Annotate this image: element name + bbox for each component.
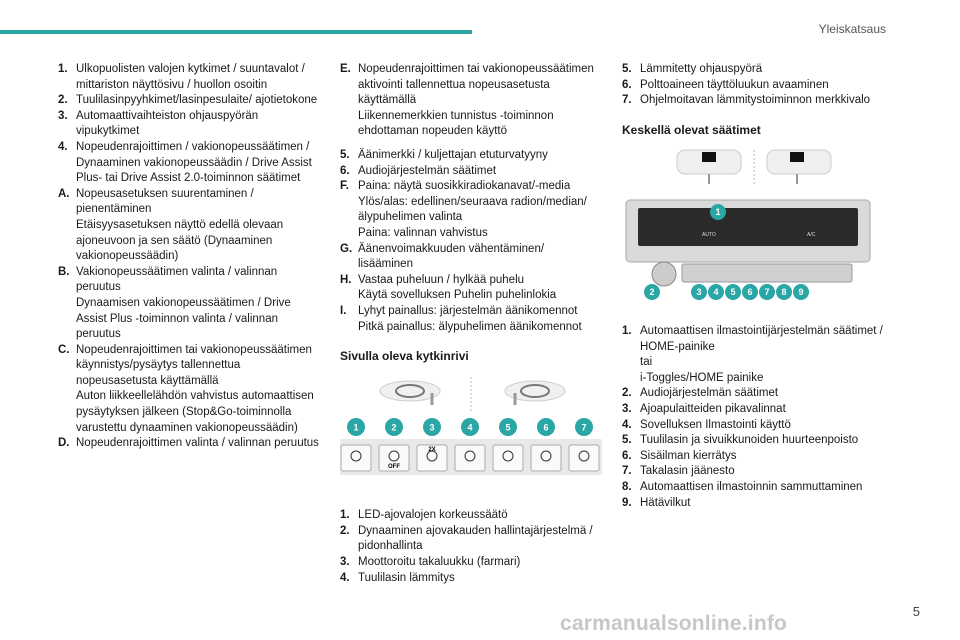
list-item	[340, 555, 602, 571]
item-text: LED-ajovalojen korkeussäätö	[358, 509, 508, 522]
callout-number: 8	[781, 287, 787, 298]
side-switch-button[interactable]	[569, 445, 599, 471]
item-text: Nopeudenrajoittimen tai vakionopeussäätimen käynnistys/pysäytys tallennettua nopeusasetusta käyttämällä Auton liikkeellelähdön vahvistus automaattisen pysäytyksen jälkeen (Stop&Go-toiminnolla varustettu dynaaminen vakionopeussäädin)	[76, 343, 314, 434]
list-col2-bottom	[340, 508, 602, 586]
page-number: 5	[912, 604, 920, 619]
callout-number: 4	[467, 422, 473, 433]
item-text: Äänenvoimakkuuden vähentäminen/ lisääminen	[358, 242, 545, 271]
list-item	[58, 436, 320, 452]
item-text: Moottoroitu takaluukku (farmari)	[358, 556, 521, 569]
item-number: H.	[340, 273, 352, 286]
column-3	[622, 62, 892, 511]
item-text: Audiojärjestelmän säätimet	[640, 387, 779, 400]
list-item	[340, 273, 602, 304]
item-text: Automaattisen ilmastointijärjestelmän säätimet / HOME-painike tai i-Toggles/HOME painike	[640, 324, 883, 384]
side-switch-figure	[340, 375, 602, 501]
item-text: Paina: näytä suosikkiradiokanavat/-media Ylös/alas: edellinen/seuraava radion/median/ älypuhelimen valinta Paina: valinnan vahvistus	[358, 180, 587, 239]
callout-number: 7	[581, 422, 587, 433]
list-item	[340, 524, 602, 555]
item-number: 7.	[622, 94, 632, 107]
item-number: E.	[340, 63, 351, 75]
list-item	[58, 140, 320, 187]
item-number: B.	[58, 265, 70, 278]
side-switch-illustration	[340, 375, 602, 495]
list-item	[340, 179, 602, 241]
switch-label: 2X	[428, 446, 436, 453]
list-item	[622, 402, 892, 418]
list-item	[58, 343, 320, 437]
item-text: Automaattisen ilmastoinnin sammuttaminen	[640, 480, 863, 493]
list-col2-top	[340, 62, 602, 140]
list-item	[622, 62, 892, 78]
item-number: 1.	[58, 63, 68, 75]
climate-display	[638, 208, 858, 246]
item-number: 4.	[58, 140, 68, 153]
item-number: C.	[58, 343, 70, 356]
callout-number: 3	[696, 287, 702, 298]
item-text: Vakionopeussäätimen valinta / valinnan peruutus Dynaamisen vakionopeussäätimen / Drive Assist Plus -toiminnon valinta / valinnan peruutus	[76, 265, 291, 341]
callout-number: 5	[505, 422, 511, 433]
switch-label: OFF	[388, 463, 400, 470]
item-number: 9.	[622, 496, 632, 509]
item-text: Polttoaineen täyttöluukun avaaminen	[640, 78, 829, 91]
list-item	[622, 418, 892, 434]
item-number: 2.	[622, 387, 632, 400]
item-text: Takalasin jäänesto	[640, 465, 735, 478]
callout-number: 7	[764, 287, 770, 298]
callout-number: 3	[429, 422, 435, 433]
item-text: Tuulilasinpyyhkimet/lasinpesulaite/ ajotietokone	[76, 94, 318, 107]
callout-number: 4	[713, 287, 719, 298]
side-switch-button[interactable]	[493, 445, 523, 471]
side-switch-button[interactable]	[531, 445, 561, 471]
callout-number: 9	[798, 287, 804, 298]
button-strip	[682, 264, 852, 282]
item-number: 7.	[622, 465, 632, 478]
item-text: Dynaaminen ajovakauden hallintajärjestelmä / pidonhallinta	[358, 524, 593, 553]
list-item	[58, 187, 320, 265]
list-col3-bottom	[622, 324, 892, 511]
item-text: Sovelluksen Ilmastointi käyttö	[640, 418, 791, 431]
list-item	[58, 109, 320, 140]
item-number: 5.	[340, 148, 350, 161]
callout-number: 6	[747, 287, 753, 298]
list-item	[340, 304, 602, 335]
item-number: 3.	[622, 402, 632, 415]
side-switch-button[interactable]	[341, 445, 371, 471]
header-accent-bar	[0, 30, 472, 34]
page-header-title: Yleiskatsaus	[818, 22, 886, 36]
list-item	[340, 508, 602, 524]
list-item	[622, 93, 892, 109]
center-controls-figure	[622, 148, 892, 324]
list-item	[340, 164, 602, 180]
list-item	[340, 62, 602, 140]
list-item	[58, 62, 320, 93]
side-switch-button[interactable]	[455, 445, 485, 471]
callout-number: 6	[543, 422, 549, 433]
callout-number: 5	[730, 287, 736, 298]
item-number: 2.	[340, 524, 350, 537]
watermark: carmanualsonline.info	[560, 612, 788, 635]
list-item	[340, 242, 602, 273]
item-text: Lämmitetty ohjauspyörä	[640, 63, 763, 75]
item-number: 4.	[622, 418, 632, 431]
column-1	[58, 62, 320, 452]
item-text: Äänimerkki / kuljettajan etuturvatyyny	[358, 148, 548, 161]
item-text: Tuulilasin lämmitys	[358, 571, 455, 584]
list-item	[622, 386, 892, 402]
item-number: 1.	[622, 324, 632, 337]
item-number: 3.	[340, 556, 350, 569]
item-text: Nopeudenrajoittimen / vakionopeussäätimen / Dynaaminen vakionopeussäädin / Drive Assist Plus- tai Drive Assist 2.0-toiminnon säätimet	[76, 140, 312, 185]
ac-label: A/C	[807, 232, 816, 239]
item-number: 4.	[340, 571, 350, 584]
item-number: 5.	[622, 63, 632, 75]
item-text: Sisäilman kierrätys	[640, 449, 737, 462]
list-item	[340, 148, 602, 164]
item-number: A.	[58, 187, 70, 200]
item-number: 6.	[622, 449, 632, 462]
item-text: Automaattivaihteiston ohjauspyörän vipukytkimet	[76, 109, 259, 138]
steering-wheel-lhd-icon	[677, 150, 741, 184]
item-number: 3.	[58, 109, 68, 122]
column-2	[340, 62, 602, 586]
list-item	[622, 496, 892, 512]
audio-knob[interactable]	[652, 262, 676, 286]
list-item	[622, 480, 892, 496]
list-item	[622, 449, 892, 465]
section-title-center-controls: Keskellä olevat säätimet	[622, 122, 761, 137]
steering-wheel-right-icon	[505, 381, 565, 405]
item-text: Nopeudenrajoittimen tai vakionopeussäätimen aktivointi tallennettua nopeusasetusta käyttämällä Liikennemerkkien tunnistus -toiminnon ehdottaman nopeuden käyttö	[358, 63, 594, 138]
item-number: 5.	[622, 434, 632, 447]
section-title-side-switches: Sivulla oleva kytkinrivi	[340, 349, 469, 364]
item-text: Vastaa puheluun / hylkää puhelu Käytä sovelluksen Puhelin puhelinlokia	[358, 273, 557, 302]
list-col2-mid	[340, 148, 602, 335]
list-col1	[58, 62, 320, 452]
list-item	[58, 93, 320, 109]
item-number: 8.	[622, 480, 632, 493]
list-item	[622, 464, 892, 480]
callout-number: 1	[353, 422, 359, 433]
item-text: Ulkopuolisten valojen kytkimet / suuntavalot / mittariston näyttösivu / huollon osoitin	[76, 63, 305, 91]
list-item	[58, 265, 320, 343]
item-text: Tuulilasin ja sivuikkunoiden huurteenpoisto	[640, 434, 859, 447]
item-number: G.	[340, 242, 353, 255]
item-text: Ajoapulaitteiden pikavalinnat	[640, 402, 786, 415]
callout-number: 2	[649, 287, 655, 298]
list-col3-top	[622, 62, 892, 109]
list-item	[622, 433, 892, 449]
list-item	[622, 324, 892, 386]
item-number: 2.	[58, 94, 68, 107]
steering-wheel-rhd-icon	[767, 150, 831, 184]
callout-number: 2	[391, 422, 397, 433]
item-text: Nopeudenrajoittimen valinta / valinnan peruutus	[76, 437, 319, 450]
item-text: Ohjelmoitavan lämmitystoiminnon merkkivalo	[640, 94, 871, 107]
callout-number: 1	[715, 207, 721, 218]
auto-label: AUTO	[702, 232, 716, 239]
list-item	[622, 78, 892, 94]
item-number: 6.	[622, 78, 632, 91]
item-number: 1.	[340, 509, 350, 522]
item-number: 6.	[340, 164, 350, 177]
item-number: F.	[340, 180, 349, 193]
item-text: Lyhyt painallus: järjestelmän äänikomennot Pitkä painallus: älypuhelimen äänikomennot	[358, 304, 582, 333]
list-item	[340, 571, 602, 587]
steering-wheel-left-icon	[380, 381, 440, 405]
item-text: Audiojärjestelmän säätimet	[358, 164, 497, 177]
center-controls-illustration	[622, 148, 892, 318]
item-number: I.	[340, 304, 347, 317]
item-text: Hätävilkut	[640, 496, 691, 509]
item-number: D.	[58, 437, 70, 450]
item-text: Nopeusasetuksen suurentaminen / pienentäminen Etäisyysasetuksen näyttö edellä olevaan ajoneuvoon ja sen säätö (Dynaaminen vakionopeussäädin)	[76, 187, 284, 263]
